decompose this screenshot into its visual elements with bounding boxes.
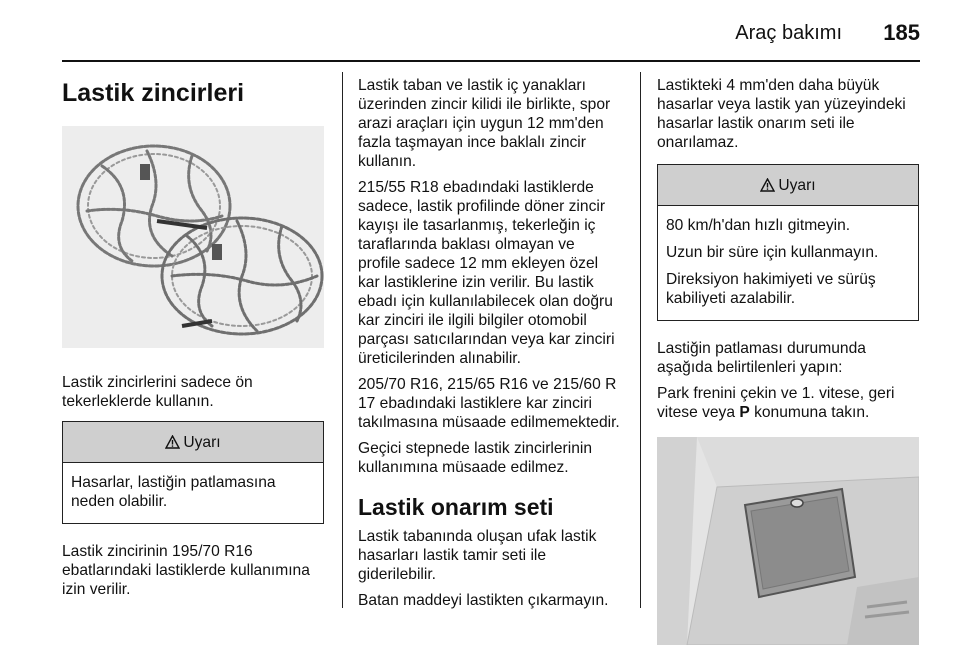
column-1	[62, 76, 324, 606]
snow-chains-illustration	[62, 126, 324, 348]
paragraph: Lastik zincirlerini sadece ön tekerleklerde kullanın.	[62, 374, 253, 410]
paragraph: Batan maddeyi lastikten çıkarmayın.	[358, 592, 609, 609]
header-rule	[62, 60, 920, 62]
warning-box	[657, 164, 919, 321]
paragraph: Lastik tabanında oluşan ufak lastik hasarları lastik tamir seti ile giderilebilir.	[358, 528, 597, 583]
page-header	[62, 18, 922, 58]
paragraph: 205/70 R16, 215/65 R16 ve 215/60 R 17 ebadındaki lastiklere kar zinciri takılmasına müsaade edilmemektedir.	[358, 376, 620, 431]
warning-body	[63, 463, 323, 523]
warning-line: Hasarlar, lastiğin patlamasına neden olabilir.	[71, 474, 276, 510]
paragraph: Geçici stepnede lastik zincirlerinin kullanımına müsaade edilmez.	[358, 440, 593, 476]
paragraph	[657, 384, 919, 422]
warning-header	[658, 165, 918, 206]
section-heading-tire-repair-kit: Lastik onarım seti	[358, 494, 554, 520]
warning-line: 80 km/h'dan hızlı gitmeyin.	[666, 217, 851, 234]
column-divider	[342, 72, 343, 608]
warning-box	[62, 421, 324, 524]
warning-header	[63, 422, 323, 463]
warning-label: Uyarı	[183, 433, 221, 451]
warning-line: Direksiyon hakimiyeti ve sürüş kabiliyeti azalabilir.	[666, 271, 876, 307]
paragraph: Lastik taban ve lastik iç yanakları üzerinden zincir kilidi ile birlikte, spor arazi araçları için uygun 12 mm'den fazla taşmayan ince baklalı zincir kullanın.	[358, 77, 611, 170]
page-number: 185	[883, 20, 920, 45]
column-3	[657, 76, 919, 650]
paragraph: Lastikteki 4 mm'den daha büyük hasarlar veya lastik yan yüzeyindeki hasarlar lastik onarım seti ile onarılamaz.	[657, 77, 906, 151]
warning-triangle-icon	[165, 435, 180, 449]
paragraph-text: Park frenini çekin ve 1. vitese, geri vitese veya	[657, 385, 895, 421]
paragraph: Lastiğin patlaması durumunda aşağıda belirtilenleri yapın:	[657, 340, 866, 376]
section-title: Araç bakımı	[735, 22, 842, 44]
paragraph: 215/55 R18 ebadındaki lastiklerde sadece, lastik profilinde döner zincir kayışı ile tasarlanmış, tekerleğin iç taraflarında baklası olmayan ve profile sadece 12 mm ekleyen özel kar lastiklerine izin verilir. Bu lastik ebadı için kullanılabilecek olan doğru kar zinciri ile ilgili bilgiler otomobil parçası satıcılarından veya kar zinciri üreticilerinden alınabilir.	[358, 179, 615, 367]
paragraph-text: konumuna takın.	[749, 404, 870, 421]
paragraph: Lastik zincirinin 195/70 R16 ebatlarındaki lastiklerde kullanımına izin verilir.	[62, 543, 310, 598]
gear-position-p: P	[739, 404, 750, 421]
warning-triangle-icon	[760, 178, 775, 192]
trunk-floor-cover-illustration	[657, 437, 919, 645]
column-divider	[640, 72, 641, 608]
warning-label: Uyarı	[778, 176, 816, 194]
warning-body	[658, 206, 918, 320]
section-heading-snow-chains: Lastik zincirleri	[62, 79, 245, 107]
warning-line: Uzun bir süre için kullanmayın.	[666, 244, 879, 261]
column-2	[358, 76, 620, 617]
